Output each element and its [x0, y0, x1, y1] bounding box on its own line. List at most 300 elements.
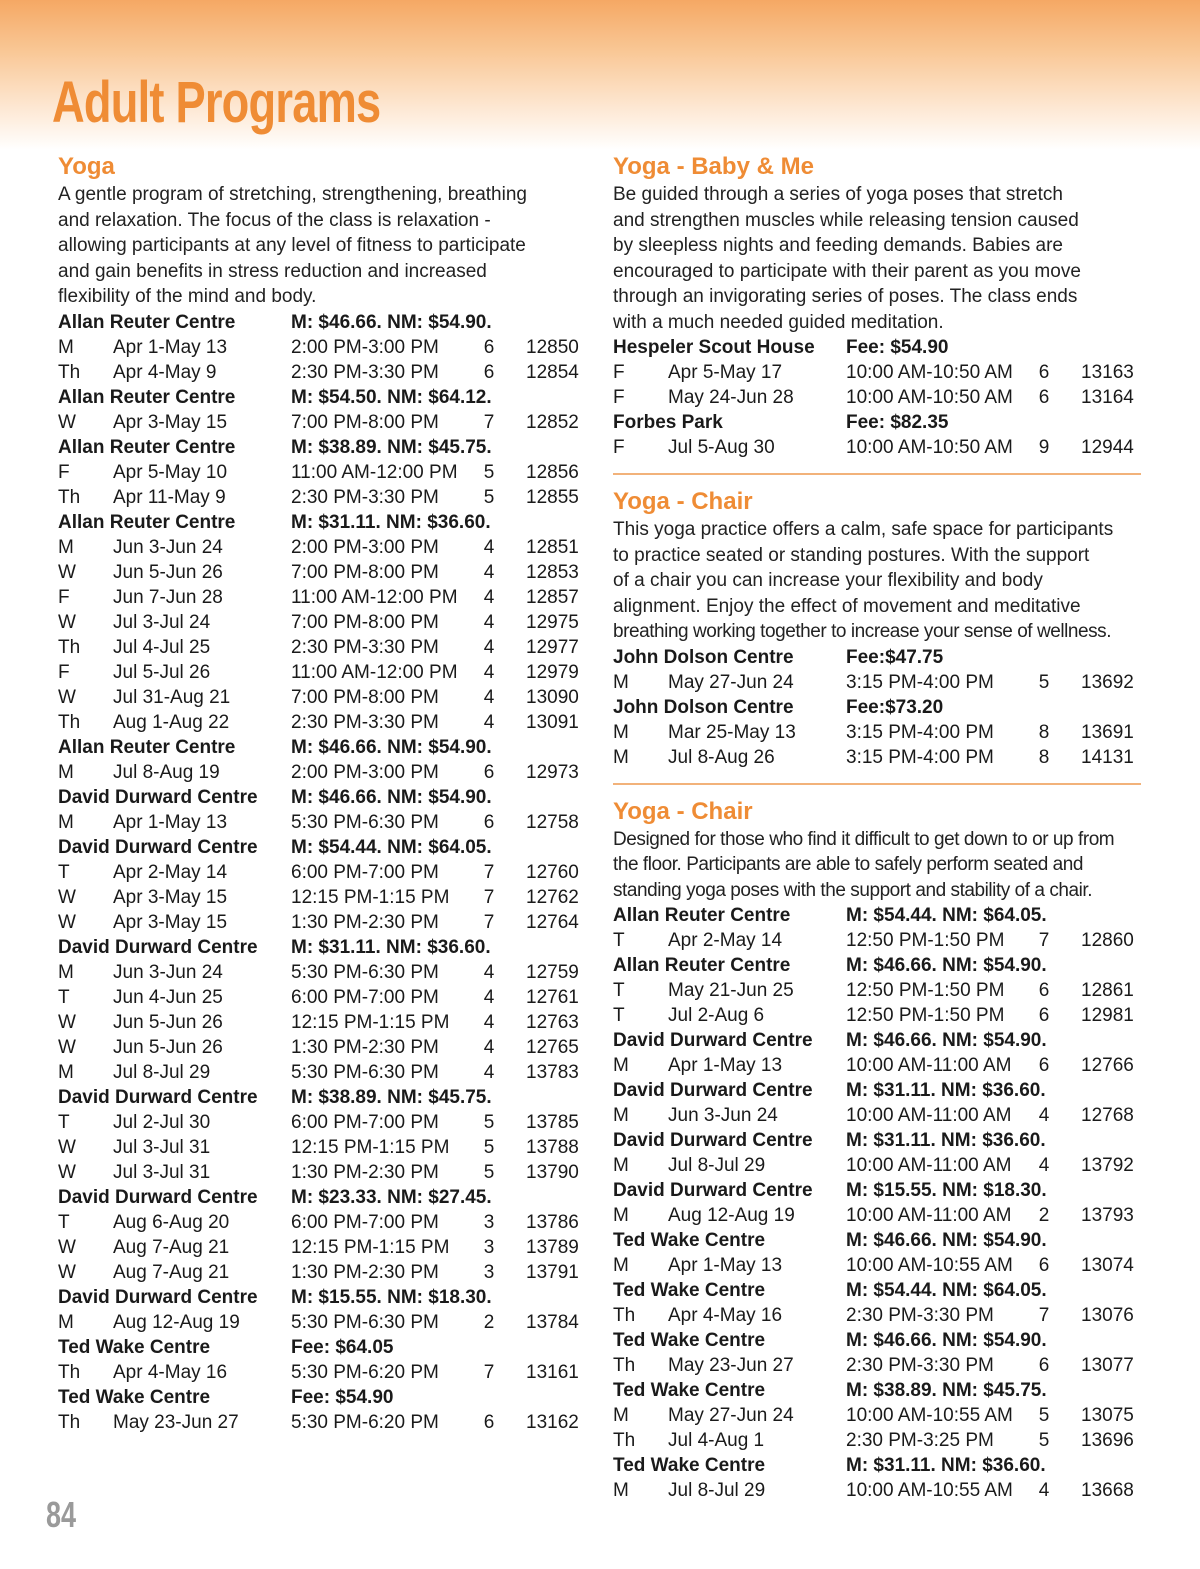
time-cell: 12:15 PM-1:15 PM	[291, 1236, 450, 1258]
location-row	[58, 1185, 588, 1210]
date-range-cell: Jul 3-Jul 31	[113, 1136, 211, 1158]
time-cell: 5:30 PM-6:30 PM	[291, 1061, 439, 1083]
section-title: Yoga	[58, 153, 115, 180]
sessions-cell: 6	[1038, 1355, 1050, 1376]
sessions-cell: 7	[483, 411, 495, 433]
time-cell: 7:00 PM-8:00 PM	[291, 561, 439, 583]
day-cell: W	[58, 1161, 76, 1183]
location-name: David Durward Centre	[58, 936, 258, 958]
schedule-table	[613, 645, 1143, 770]
location-row	[58, 310, 588, 335]
date-range-cell: Jun 3-Jun 24	[113, 961, 223, 983]
course-code-cell: 12973	[526, 761, 579, 783]
location-row	[613, 645, 1143, 670]
table-row	[613, 670, 1143, 695]
location-row	[613, 1028, 1143, 1053]
day-cell: M	[58, 811, 74, 833]
sessions-cell: 3	[483, 1261, 495, 1283]
date-range-cell: Jul 4-Jul 25	[113, 636, 211, 658]
time-cell: 10:00 AM-10:50 AM	[846, 437, 1013, 458]
date-range-cell: Jul 5-Jul 26	[113, 661, 211, 683]
section-description	[613, 182, 1143, 335]
date-range-cell: Jun 3-Jun 24	[668, 1105, 778, 1126]
date-range-cell: Jul 8-Jul 29	[113, 1061, 211, 1083]
day-cell: M	[613, 721, 629, 743]
day-cell: M	[613, 1480, 629, 1501]
table-row	[58, 1310, 588, 1335]
date-range-cell: Jul 4-Aug 1	[668, 1430, 765, 1451]
date-range-cell: Jun 3-Jun 24	[113, 536, 223, 558]
time-cell: 2:00 PM-3:00 PM	[291, 761, 439, 783]
table-row	[58, 1410, 588, 1435]
day-cell: M	[613, 1405, 629, 1426]
table-row	[613, 1203, 1143, 1228]
sessions-cell: 8	[1038, 721, 1050, 743]
sessions-cell: 6	[1038, 1255, 1050, 1276]
table-row	[58, 1160, 588, 1185]
date-range-cell: May 21-Jun 25	[668, 980, 794, 1001]
course-code-cell: 13075	[1081, 1405, 1134, 1426]
fee-text: Fee:$47.75	[846, 646, 944, 668]
fee-text: M: $46.66. NM: $54.90.	[291, 311, 492, 333]
course-code-cell: 13785	[526, 1111, 579, 1133]
day-cell: W	[58, 1236, 76, 1258]
course-code-cell: 13792	[1081, 1155, 1134, 1176]
day-cell: F	[613, 362, 625, 383]
description-line: flexibility of the mind and body.	[58, 286, 317, 307]
time-cell: 10:00 AM-11:00 AM	[846, 1155, 1012, 1176]
table-row	[58, 660, 588, 685]
time-cell: 2:30 PM-3:30 PM	[291, 486, 439, 508]
sessions-cell: 5	[483, 461, 495, 483]
location-row	[58, 510, 588, 535]
sessions-cell: 5	[1038, 1405, 1050, 1426]
course-code-cell: 12761	[526, 986, 579, 1008]
date-range-cell: May 24-Jun 28	[668, 387, 794, 408]
table-row	[58, 760, 588, 785]
sessions-cell: 6	[1038, 362, 1050, 383]
time-cell: 5:30 PM-6:30 PM	[291, 811, 439, 833]
table-row	[58, 885, 588, 910]
fee-text: M: $15.55. NM: $18.30.	[846, 1180, 1047, 1201]
fee-text: M: $46.66. NM: $54.90.	[846, 1330, 1047, 1351]
course-code-cell: 13784	[526, 1311, 579, 1333]
course-code-cell: 12765	[526, 1036, 579, 1058]
table-row	[58, 1010, 588, 1035]
location-row	[613, 1278, 1143, 1303]
day-cell: Th	[58, 1361, 81, 1383]
course-code-cell: 13789	[526, 1236, 579, 1258]
sessions-cell: 7	[1038, 1305, 1050, 1326]
course-code-cell: 13163	[1081, 362, 1134, 383]
fee-text: Fee: $54.90	[291, 1386, 394, 1408]
description-line: encouraged to participate with their parent as you move	[613, 260, 1081, 282]
day-cell: M	[58, 1311, 74, 1333]
sessions-cell: 6	[483, 361, 495, 383]
day-cell: F	[58, 661, 70, 683]
table-row	[613, 1428, 1143, 1453]
time-cell: 1:30 PM-2:30 PM	[291, 911, 439, 933]
table-row	[58, 1035, 588, 1060]
course-code-cell: 13788	[526, 1136, 579, 1158]
course-code-cell: 12758	[526, 811, 579, 833]
date-range-cell: Jun 4-Jun 25	[113, 986, 223, 1008]
location-name: Allan Reuter Centre	[58, 511, 236, 533]
course-code-cell: 12768	[1081, 1105, 1134, 1126]
sessions-cell: 4	[483, 661, 495, 683]
time-cell: 2:30 PM-3:30 PM	[291, 711, 439, 733]
date-range-cell: May 27-Jun 24	[668, 1405, 794, 1426]
course-code-cell: 12855	[526, 486, 579, 508]
date-range-cell: Jul 3-Jul 24	[113, 611, 211, 633]
sessions-cell: 7	[1038, 930, 1050, 951]
day-cell: M	[58, 761, 74, 783]
location-row	[613, 1328, 1143, 1353]
day-cell: Th	[58, 486, 81, 508]
sessions-cell: 4	[1038, 1480, 1050, 1501]
day-cell: F	[58, 461, 70, 483]
time-cell: 10:00 AM-10:55 AM	[846, 1405, 1013, 1426]
course-code-cell: 12977	[526, 636, 579, 658]
day-cell: M	[58, 336, 74, 358]
day-cell: T	[58, 986, 70, 1008]
location-name: Forbes Park	[613, 412, 723, 433]
date-range-cell: Apr 1-May 13	[668, 1255, 783, 1276]
sessions-cell: 5	[1038, 1430, 1050, 1451]
course-code-cell: 12766	[1081, 1055, 1134, 1076]
location-name: David Durward Centre	[58, 1286, 258, 1308]
table-row	[58, 1135, 588, 1160]
section-yoga	[58, 152, 588, 1435]
sessions-cell: 5	[483, 1111, 495, 1133]
fee-text: M: $54.44. NM: $64.05.	[846, 1280, 1047, 1301]
date-range-cell: Jun 5-Jun 26	[113, 1036, 223, 1058]
time-cell: 3:15 PM-4:00 PM	[846, 746, 994, 768]
time-cell: 1:30 PM-2:30 PM	[291, 1261, 439, 1283]
sessions-cell: 5	[1038, 671, 1050, 693]
date-range-cell: Apr 4-May 16	[668, 1305, 783, 1326]
date-range-cell: Jul 8-Aug 19	[113, 761, 220, 783]
day-cell: M	[613, 1105, 629, 1126]
course-code-cell: 12852	[526, 411, 579, 433]
day-cell: T	[58, 1211, 70, 1233]
table-row	[58, 560, 588, 585]
date-range-cell: Jul 2-Jul 30	[113, 1111, 211, 1133]
location-name: David Durward Centre	[613, 1030, 813, 1051]
fee-text: Fee: $82.35	[846, 412, 949, 433]
day-cell: W	[58, 611, 76, 633]
course-code-cell: 12981	[1081, 1005, 1134, 1026]
location-row	[613, 1453, 1143, 1478]
location-row	[613, 953, 1143, 978]
date-range-cell: Apr 1-May 13	[113, 336, 228, 358]
fee-text: M: $38.89. NM: $45.75.	[846, 1380, 1047, 1401]
fee-text: M: $38.89. NM: $45.75.	[291, 1086, 492, 1108]
section-description	[613, 827, 1143, 904]
sessions-cell: 4	[483, 686, 495, 708]
time-cell: 2:00 PM-3:00 PM	[291, 336, 439, 358]
description-line: and gain benefits in stress reduction and increased	[58, 260, 487, 282]
table-row	[58, 1060, 588, 1085]
course-code-cell: 13692	[1081, 671, 1134, 693]
sessions-cell: 6	[483, 1411, 495, 1433]
date-range-cell: Apr 3-May 15	[113, 411, 228, 433]
time-cell: 2:30 PM-3:30 PM	[846, 1305, 994, 1326]
day-cell: Th	[613, 1430, 636, 1451]
location-row	[613, 903, 1143, 928]
table-row	[58, 460, 588, 485]
time-cell: 2:30 PM-3:30 PM	[291, 361, 439, 383]
table-row	[58, 860, 588, 885]
location-name: David Durward Centre	[58, 786, 258, 808]
table-row	[58, 1235, 588, 1260]
time-cell: 6:00 PM-7:00 PM	[291, 1111, 439, 1133]
time-cell: 12:15 PM-1:15 PM	[291, 1136, 450, 1158]
date-range-cell: Jun 5-Jun 26	[113, 561, 223, 583]
date-range-cell: Apr 5-May 17	[668, 362, 783, 383]
location-name: John Dolson Centre	[613, 646, 794, 668]
table-row	[613, 1103, 1143, 1128]
sessions-cell: 7	[483, 886, 495, 908]
sessions-cell: 6	[1038, 387, 1050, 408]
course-code-cell: 12760	[526, 861, 579, 883]
location-name: Allan Reuter Centre	[613, 955, 791, 976]
day-cell: M	[613, 671, 629, 693]
fee-text: M: $54.44. NM: $64.05.	[291, 836, 492, 858]
location-name: David Durward Centre	[58, 836, 258, 858]
location-row	[58, 785, 588, 810]
sessions-cell: 9	[1038, 437, 1050, 458]
schedule-table	[58, 310, 588, 1435]
date-range-cell: Apr 2-May 14	[668, 930, 783, 951]
course-code-cell: 13783	[526, 1061, 579, 1083]
location-name: Hespeler Scout House	[613, 337, 815, 358]
section-description	[58, 182, 588, 310]
time-cell: 1:30 PM-2:30 PM	[291, 1036, 439, 1058]
day-cell: F	[58, 586, 70, 608]
course-code-cell: 12764	[526, 911, 579, 933]
location-row	[613, 1228, 1143, 1253]
day-cell: T	[58, 1111, 70, 1133]
table-row	[58, 1360, 588, 1385]
location-name: David Durward Centre	[613, 1180, 813, 1201]
fee-text: Fee:$73.20	[846, 696, 944, 718]
course-code-cell: 13164	[1081, 387, 1134, 408]
time-cell: 10:00 AM-10:55 AM	[846, 1480, 1013, 1501]
table-row	[58, 810, 588, 835]
course-code-cell: 14131	[1081, 746, 1134, 768]
table-row	[613, 1253, 1143, 1278]
location-row	[613, 1078, 1143, 1103]
description-line: Designed for those who find it difficult to get down to or up from	[613, 828, 1115, 850]
day-cell: W	[58, 1261, 76, 1283]
location-name: Ted Wake Centre	[613, 1230, 766, 1251]
sessions-cell: 6	[1038, 1055, 1050, 1076]
day-cell: Th	[613, 1305, 636, 1326]
course-code-cell: 13696	[1081, 1430, 1134, 1451]
fee-text: M: $31.11. NM: $36.60.	[846, 1130, 1046, 1151]
fee-text: M: $23.33. NM: $27.45.	[291, 1186, 492, 1208]
date-range-cell: Apr 3-May 15	[113, 886, 228, 908]
fee-text: M: $54.44. NM: $64.05.	[846, 905, 1047, 926]
description-line: This yoga practice offers a calm, safe space for participants	[613, 519, 1114, 540]
location-name: Ted Wake Centre	[613, 1330, 766, 1351]
fee-text: M: $31.11. NM: $36.60.	[291, 511, 491, 533]
course-code-cell: 13786	[526, 1211, 579, 1233]
date-range-cell: Apr 5-May 10	[113, 461, 228, 483]
day-cell: T	[613, 930, 625, 951]
description-line: and strengthen muscles while releasing tension caused	[613, 209, 1079, 231]
time-cell: 3:15 PM-4:00 PM	[846, 721, 994, 743]
date-range-cell: May 23-Jun 27	[668, 1355, 794, 1376]
location-row	[58, 1385, 588, 1410]
time-cell: 12:15 PM-1:15 PM	[291, 1011, 450, 1033]
table-row	[58, 360, 588, 385]
course-code-cell: 13691	[1081, 721, 1134, 743]
sessions-cell: 4	[483, 1036, 495, 1058]
sessions-cell: 2	[483, 1311, 495, 1333]
time-cell: 2:00 PM-3:00 PM	[291, 536, 439, 558]
course-code-cell: 12979	[526, 661, 579, 683]
time-cell: 10:00 AM-11:00 AM	[846, 1105, 1012, 1126]
fee-text: M: $38.89. NM: $45.75.	[291, 436, 492, 458]
date-range-cell: Aug 12-Aug 19	[668, 1205, 795, 1226]
sessions-cell: 7	[483, 861, 495, 883]
description-line: allowing participants at any level of fitness to participate	[58, 235, 526, 256]
course-code-cell: 12856	[526, 461, 579, 483]
sessions-cell: 4	[1038, 1155, 1050, 1176]
time-cell: 10:00 AM-10:50 AM	[846, 362, 1013, 383]
date-range-cell: Apr 1-May 13	[113, 811, 228, 833]
location-row	[613, 1378, 1143, 1403]
day-cell: W	[58, 1011, 76, 1033]
date-range-cell: Aug 1-Aug 22	[113, 711, 230, 733]
description-line: by sleepless nights and feeding demands. Babies are	[613, 235, 1063, 256]
table-row	[58, 685, 588, 710]
time-cell: 7:00 PM-8:00 PM	[291, 611, 439, 633]
table-row	[613, 1053, 1143, 1078]
date-range-cell: Apr 4-May 9	[113, 361, 217, 383]
sessions-cell: 4	[483, 711, 495, 733]
table-row	[613, 1153, 1143, 1178]
course-code-cell: 12850	[526, 336, 579, 358]
description-line: the floor. Participants are able to safely perform seated and	[613, 854, 1084, 875]
date-range-cell: Jul 8-Jul 29	[668, 1480, 766, 1501]
sessions-cell: 3	[483, 1211, 495, 1233]
date-range-cell: Jul 3-Jul 31	[113, 1161, 211, 1183]
date-range-cell: Apr 3-May 15	[113, 911, 228, 933]
sessions-cell: 4	[483, 986, 495, 1008]
course-code-cell: 12861	[1081, 980, 1134, 1001]
description-line: A gentle program of stretching, strengthening, breathing	[58, 184, 527, 205]
table-row	[613, 385, 1143, 410]
location-name: David Durward Centre	[613, 1130, 813, 1151]
day-cell: M	[58, 961, 74, 983]
day-cell: F	[613, 387, 625, 408]
day-cell: Th	[58, 636, 81, 658]
date-range-cell: Aug 6-Aug 20	[113, 1211, 230, 1233]
date-range-cell: May 23-Jun 27	[113, 1411, 239, 1433]
table-row	[58, 1260, 588, 1285]
day-cell: T	[58, 861, 70, 883]
time-cell: 7:00 PM-8:00 PM	[291, 411, 439, 433]
schedule-table	[613, 903, 1143, 1503]
location-row	[58, 435, 588, 460]
date-range-cell: Jul 8-Jul 29	[668, 1155, 766, 1176]
course-code-cell: 13074	[1081, 1255, 1134, 1276]
table-row	[613, 435, 1143, 460]
fee-text: M: $46.66. NM: $54.90.	[291, 736, 492, 758]
day-cell: W	[58, 686, 76, 708]
description-line: with a much needed guided meditation.	[613, 311, 944, 333]
location-name: David Durward Centre	[613, 1080, 813, 1101]
sessions-cell: 4	[483, 611, 495, 633]
description-line: through an invigorating series of poses. The class ends	[613, 286, 1078, 307]
sessions-cell: 4	[483, 1061, 495, 1083]
location-row	[613, 1128, 1143, 1153]
day-cell: M	[613, 1155, 629, 1176]
fee-text: Fee: $54.90	[846, 337, 949, 358]
course-code-cell: 13793	[1081, 1205, 1134, 1226]
description-line: standing yoga poses with the support and stability of a chair.	[613, 879, 1093, 901]
description-line: of a chair you can increase your flexibility and body	[613, 570, 1043, 591]
course-code-cell: 13091	[526, 711, 579, 733]
location-row	[58, 385, 588, 410]
sessions-cell: 4	[483, 961, 495, 983]
location-row	[613, 695, 1143, 720]
date-range-cell: Apr 2-May 14	[113, 861, 228, 883]
location-row	[613, 1178, 1143, 1203]
section-yoga-chair	[613, 487, 1143, 770]
time-cell: 3:15 PM-4:00 PM	[846, 671, 994, 693]
date-range-cell: May 27-Jun 24	[668, 671, 794, 693]
fee-text: M: $46.66. NM: $54.90.	[846, 1030, 1047, 1051]
date-range-cell: Jul 2-Aug 6	[668, 1005, 765, 1026]
time-cell: 2:30 PM-3:25 PM	[846, 1430, 994, 1451]
location-row	[58, 935, 588, 960]
date-range-cell: Jul 31-Aug 21	[113, 686, 231, 708]
fee-text: M: $46.66. NM: $54.90.	[846, 955, 1047, 976]
sessions-cell: 4	[483, 586, 495, 608]
location-name: Ted Wake Centre	[613, 1280, 766, 1301]
location-name: Ted Wake Centre	[58, 1336, 211, 1358]
table-row	[613, 1403, 1143, 1428]
day-cell: F	[613, 437, 625, 458]
time-cell: 11:00 AM-12:00 PM	[291, 586, 458, 608]
section-description	[613, 517, 1143, 645]
date-range-cell: Apr 11-May 9	[113, 486, 226, 508]
sessions-cell: 2	[1038, 1205, 1050, 1226]
day-cell: W	[58, 411, 76, 433]
table-row	[58, 585, 588, 610]
schedule-table	[613, 335, 1143, 460]
table-row	[58, 335, 588, 360]
sessions-cell: 4	[483, 636, 495, 658]
course-code-cell: 12975	[526, 611, 579, 633]
day-cell: W	[58, 886, 76, 908]
course-code-cell: 13076	[1081, 1305, 1134, 1326]
time-cell: 12:15 PM-1:15 PM	[291, 886, 450, 908]
description-line: to practice seated or standing postures. With the support	[613, 544, 1090, 566]
date-range-cell: Apr 1-May 13	[668, 1055, 783, 1076]
sessions-cell: 6	[1038, 1005, 1050, 1026]
date-range-cell: Jun 5-Jun 26	[113, 1011, 223, 1033]
table-row	[613, 1003, 1143, 1028]
table-row	[58, 910, 588, 935]
time-cell: 10:00 AM-10:50 AM	[846, 387, 1013, 408]
time-cell: 7:00 PM-8:00 PM	[291, 686, 439, 708]
table-row	[58, 1110, 588, 1135]
